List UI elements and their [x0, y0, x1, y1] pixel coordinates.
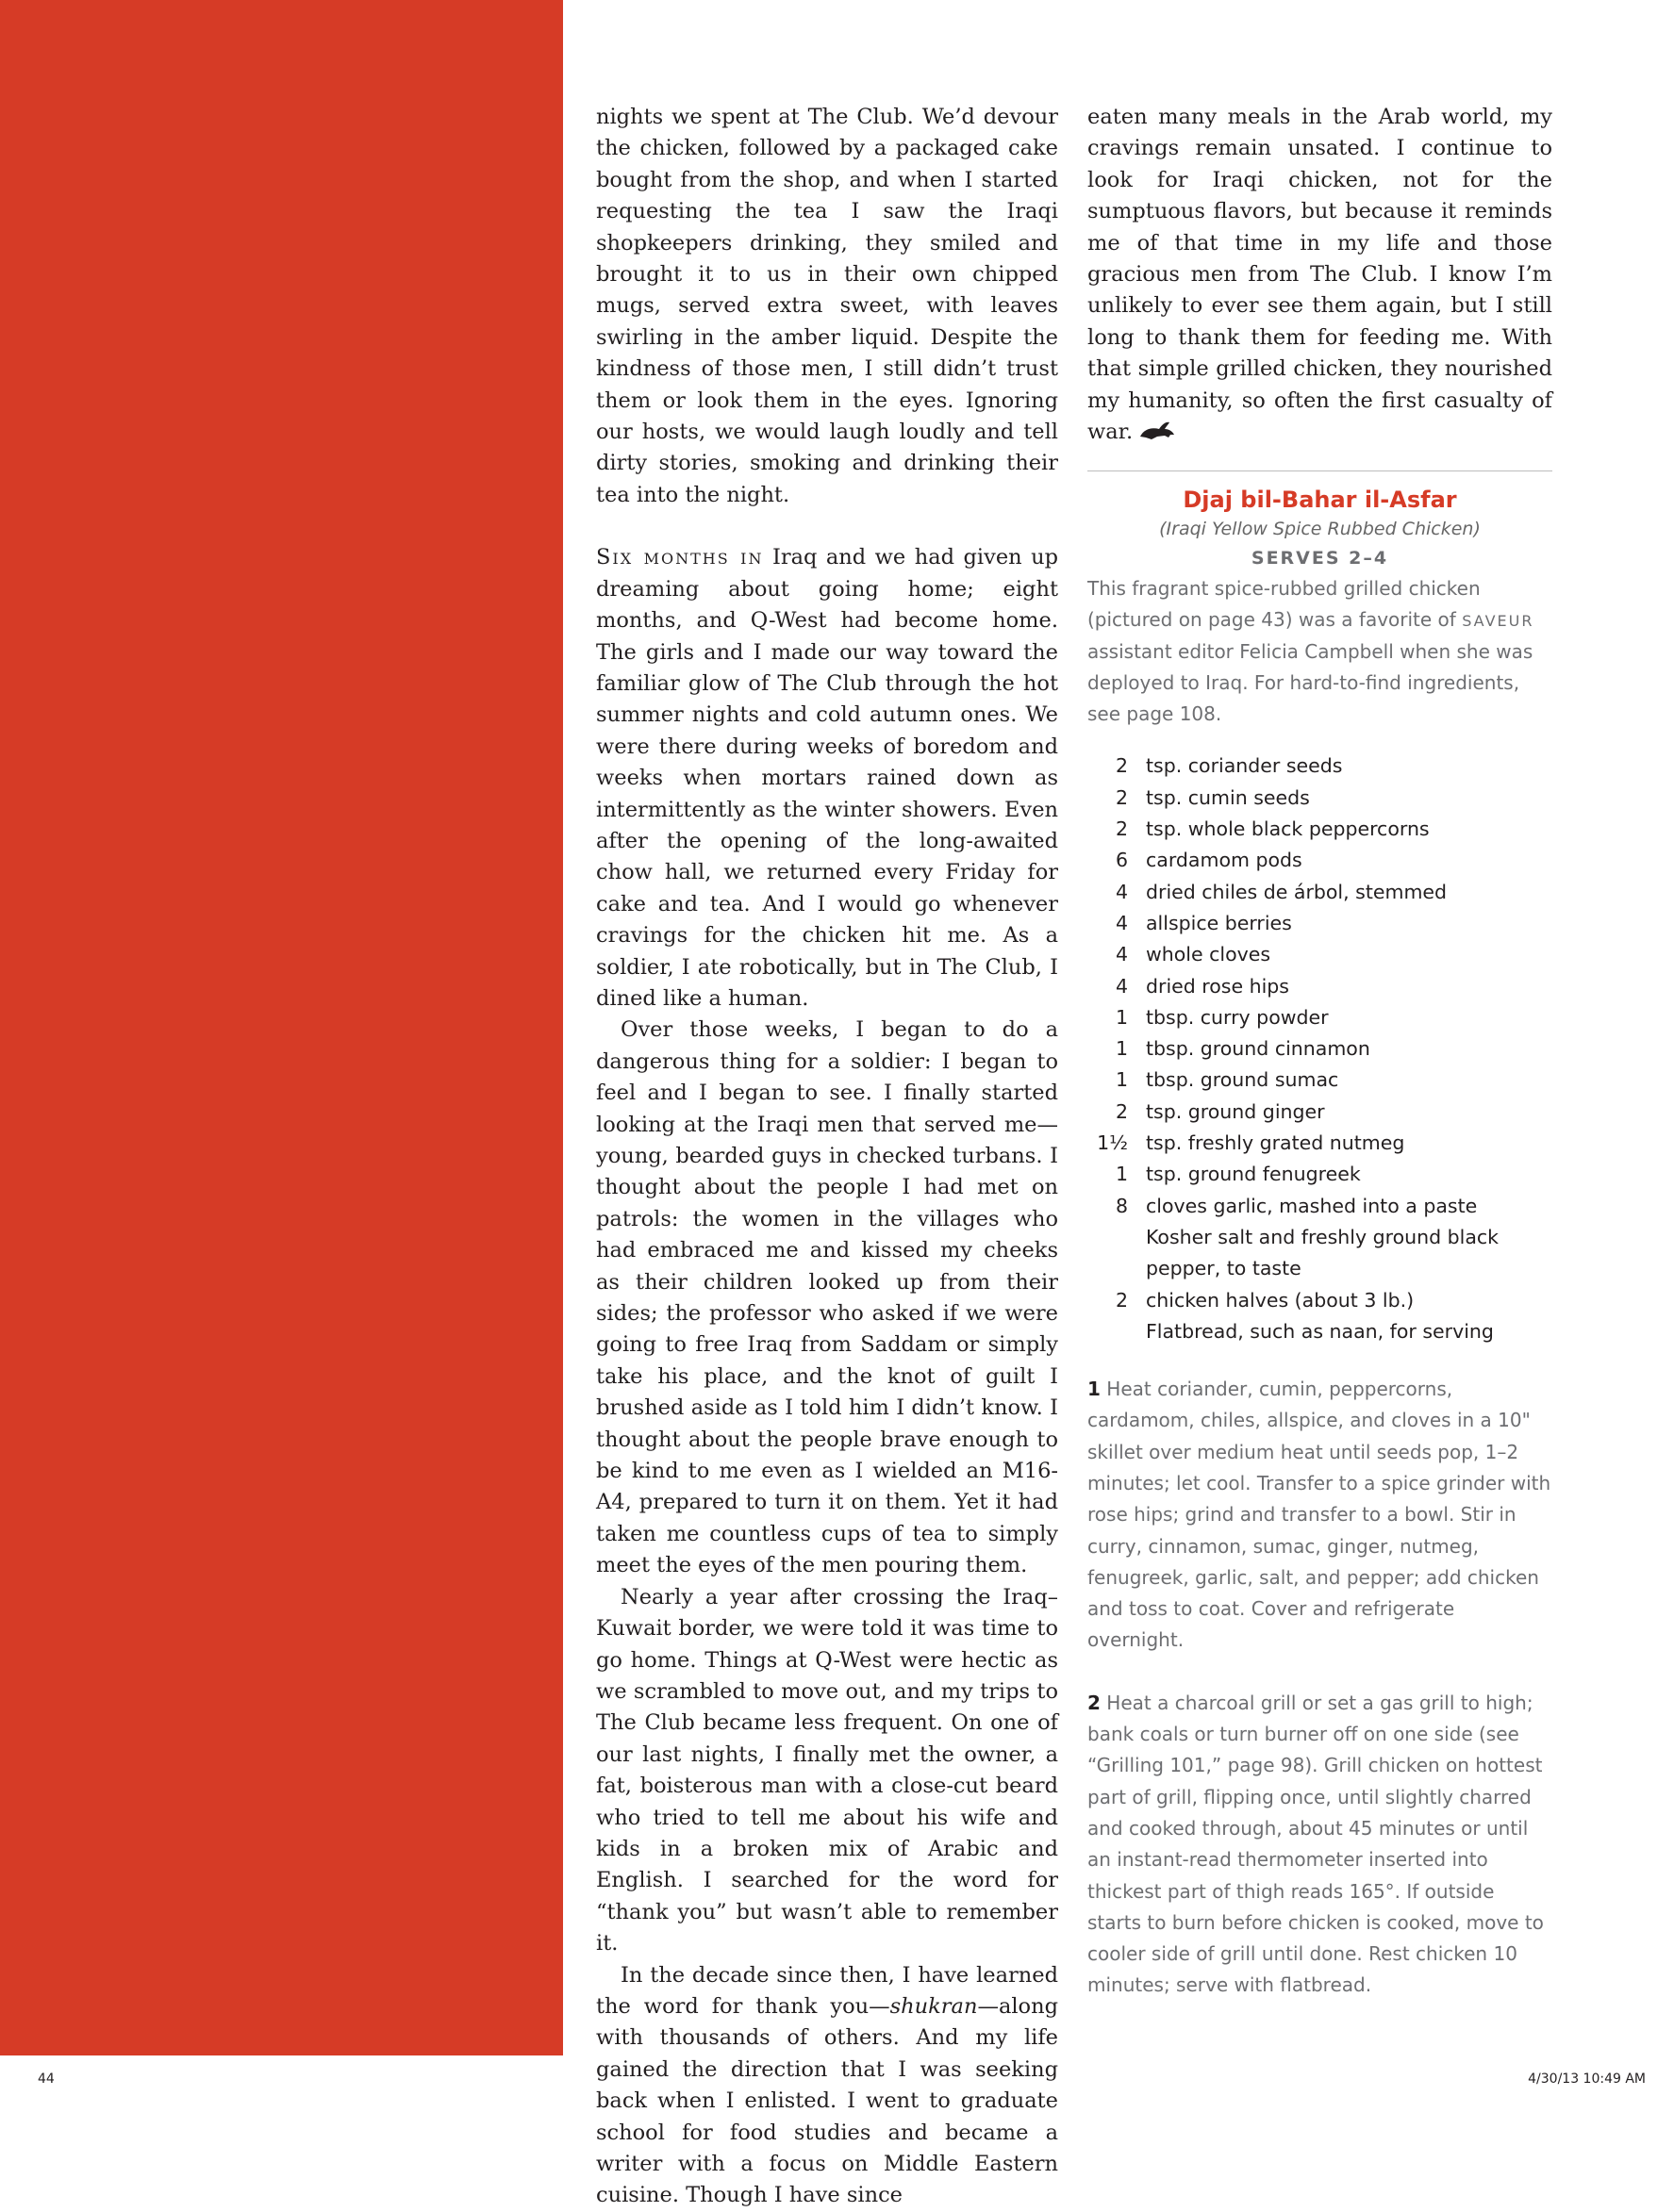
ingredient-name: cloves garlic, mashed into a paste	[1146, 1194, 1478, 1217]
ingredient-row	[1087, 1128, 1552, 1159]
ingredient-quantity: 1	[1115, 1163, 1128, 1186]
ingredient-name: tsp. ground ginger	[1146, 1099, 1325, 1123]
ingredient-quantity: 4	[1115, 880, 1128, 903]
ingredient-name: dried rose hips	[1146, 974, 1289, 998]
ingredient-name: Flatbread, such as naan, for serving	[1146, 1319, 1494, 1343]
print-timestamp: 4/30/13 10:49 AM	[1528, 2072, 1646, 2087]
recipe-intro	[1087, 573, 1552, 730]
brand-name: SAVEUR	[1462, 612, 1534, 631]
recipe-step-2	[1087, 1688, 1552, 2002]
body-paragraph	[1087, 102, 1552, 448]
ingredient-name: allspice berries	[1146, 911, 1292, 934]
ingredient-row	[1087, 1065, 1552, 1096]
ingredient-list	[1087, 751, 1552, 1347]
ingredient-quantity: 2	[1115, 754, 1128, 778]
ingredient-quantity: 4	[1115, 974, 1128, 998]
ingredient-quantity	[1087, 1222, 1146, 1285]
recipe-subtitle: (Iraqi Yellow Spice Rubbed Chicken)	[1159, 519, 1481, 540]
ingredient-quantity	[1087, 1316, 1146, 1347]
ingredient-quantity: 1	[1115, 1068, 1128, 1092]
ingredient-row	[1087, 1316, 1552, 1347]
ingredient-row	[1087, 1033, 1552, 1065]
ingredient-row	[1087, 814, 1552, 845]
ingredient-row	[1087, 1159, 1552, 1190]
rabbit-end-mark-icon	[1138, 420, 1176, 440]
ingredient-quantity: 2	[1115, 785, 1128, 809]
body-paragraph: Nearly a year after crossing the Iraq–Kuwait border, we were told it was time to go home. Things at Q-West were hectic as we scrambled to move out, and my trips to The Club became less frequent. On one of our last nights, I finally met the owner, a fat, boisterous man with a close-cut beard who tried to tell me about his wife and kids in a broken mix of Arabic and English. I searched for the word for “thank you” but wasn’t able to remember it.	[596, 1584, 1058, 1956]
ingredient-row	[1087, 877, 1552, 908]
ingredient-row	[1087, 908, 1552, 939]
page-number: 44	[38, 2072, 55, 2087]
ingredient-name: whole cloves	[1146, 943, 1271, 966]
body-paragraph: nights we spent at The Club. We’d devour the chicken, followed by a packaged cake bought from the shop, and when I started requesting the tea I saw the Iraqi shopkeepers drinking, they smiled and brought it to us in their own chipped mugs, served extra sweet, with leaves swirling in the amber liquid. Despite the kindness of those men, I still didn’t trust them or look them in the eyes. Ignoring our hosts, we would laugh loudly and tell dirty stories, smoking and drinking their tea into the night.	[596, 105, 1058, 507]
article-column-1	[596, 102, 1058, 2212]
ingredient-quantity: 1	[1115, 1005, 1128, 1029]
step-text: Heat coriander, cumin, peppercorns, cardamom, chiles, allspice, and cloves in a 10" skillet over medium heat until seeds pop, 1–2 minutes; let cool. Transfer to a spice grinder with rose hips; grind and transfer to a bowl. Stir in curry, cinnamon, sumac, ginger, nutmeg, fenugreek, garlic, salt, and pepper; add chicken and toss to coat. Cover and refrigerate overnight.	[1087, 1378, 1551, 1652]
ingredient-quantity: 1½	[1097, 1131, 1128, 1155]
article-column-2	[1087, 102, 1552, 2002]
ingredient-row	[1087, 971, 1552, 1002]
ingredient-quantity: 4	[1115, 911, 1128, 934]
ingredient-quantity: 8	[1115, 1194, 1128, 1217]
recipe-title: Djaj bil-Bahar il-Asfar	[1183, 487, 1457, 514]
divider-rule	[1087, 470, 1552, 471]
step-number: 1	[1087, 1378, 1101, 1401]
ingredient-row	[1087, 1191, 1552, 1222]
body-paragraph	[596, 542, 1058, 1015]
ingredient-quantity: 6	[1115, 849, 1128, 872]
small-caps-lead: Six months in	[596, 545, 764, 570]
ingredient-name: tsp. coriander seeds	[1146, 754, 1343, 778]
ingredient-name: tbsp. ground cinnamon	[1146, 1037, 1370, 1061]
ingredient-row	[1087, 1222, 1552, 1285]
ingredient-quantity: 2	[1115, 1099, 1128, 1123]
ingredient-quantity: 1	[1115, 1037, 1128, 1061]
paragraph-text: Iraq and we had given up dreaming about going home; eight months, and Q-West had become home. The girls and I made our way toward the familiar glow of The Club through the hot summer nights and cold autumn ones. We were there during weeks of boredom and weeks when mortars rained down as intermittently as the winter showers. Even after the opening of the long-awaited chow hall, we returned every Friday for cake and tea. And I would go whenever cravings for the chicken hit me. As a soldier, I ate robotically, but in The Club, I dined like a human.	[596, 545, 1058, 1011]
ingredient-name: Kosher salt and freshly ground black pepper, to taste	[1146, 1225, 1500, 1280]
ingredient-name: tbsp. curry powder	[1146, 1005, 1329, 1029]
red-color-block	[0, 0, 563, 2055]
ingredient-quantity: 2	[1115, 1288, 1128, 1312]
paragraph-text: —along with thousands of others. And my life gained the direction that I was seeking back when I enlisted. I went to graduate school for food studies and became a writer with a focus on Middle Eastern cuisine. Though I have since	[596, 1993, 1058, 2208]
ingredient-name: tsp. whole black peppercorns	[1146, 817, 1430, 841]
ingredient-name: tbsp. ground sumac	[1146, 1068, 1339, 1092]
ingredient-quantity: 2	[1115, 817, 1128, 841]
ingredient-quantity: 4	[1115, 943, 1128, 966]
step-number: 2	[1087, 1691, 1101, 1714]
body-paragraph: Over those weeks, I began to do a dangerous thing for a soldier: I began to feel and I began to see. I finally started looking at the Iraqi men that served me—young, bearded guys in checked turbans. I thought about the people I had met on patrols: the women in the villages who had embraced me and kissed my cheeks as their children looked up from their sides; the professor who asked if we were going to free Iraq from Saddam or simply take his place, and the knot of guilt I brushed aside as I told him I didn’t know. I thought about the people brave enough to be kind to me even as I wielded an M16-A4, prepared to turn it on them. Yet it had taken me countless cups of tea to simply meet the eyes of the men pouring them.	[596, 1017, 1058, 1578]
italic-word: shukran	[889, 1993, 978, 2019]
ingredient-row	[1087, 1002, 1552, 1033]
ingredient-row	[1087, 845, 1552, 876]
ingredient-row	[1087, 751, 1552, 782]
recipe-serves: SERVES 2–4	[1251, 548, 1389, 570]
ingredient-name: tsp. cumin seeds	[1146, 785, 1310, 809]
ingredient-name: tsp. freshly grated nutmeg	[1146, 1131, 1405, 1155]
step-text: Heat a charcoal grill or set a gas grill to high; bank coals or turn burner off on one side (see “Grilling 101,” page 98). Grill chicken on hottest part of grill, flipping once, until slightly charred and cooked through, about 45 minutes or until an instant-read thermometer inserted into thickest part of thigh reads 165°. If outside starts to burn before chicken is cooked, move to cooler side of grill until done. Rest chicken 10 minutes; serve with flatbread.	[1087, 1691, 1544, 1997]
ingredient-row	[1087, 1097, 1552, 1128]
ingredient-name: chicken halves (about 3 lb.)	[1146, 1288, 1415, 1312]
paragraph-text: In the decade since then, I have learned the word for thank you—	[596, 1962, 1058, 2019]
intro-text: assistant editor Felicia Campbell when she was deployed to Iraq. For hard-to-find ingredients, see page 108.	[1087, 640, 1533, 726]
ingredient-name: cardamom pods	[1146, 849, 1302, 872]
ingredient-name: tsp. ground fenugreek	[1146, 1163, 1361, 1186]
paragraph-text: eaten many meals in the Arab world, my cravings remain unsated. I continue to look for Iraqi chicken, not for the sumptuous flavors, but because it reminds me of that time in my life and those gracious men from The Club. I know I’m unlikely to ever see them again, but I still long to thank them for feeding me. With that simple grilled chicken, they nourished my humanity, so often the first casualty of war.	[1087, 105, 1552, 445]
intro-text: This fragrant spice-rubbed grilled chicken (pictured on page 43) was a favorite of	[1087, 577, 1481, 632]
ingredient-row	[1087, 939, 1552, 970]
ingredient-row	[1087, 783, 1552, 814]
recipe-step-1	[1087, 1374, 1552, 1657]
ingredient-row	[1087, 1285, 1552, 1316]
body-paragraph	[596, 1960, 1058, 2212]
ingredient-name: dried chiles de árbol, stemmed	[1146, 880, 1448, 903]
